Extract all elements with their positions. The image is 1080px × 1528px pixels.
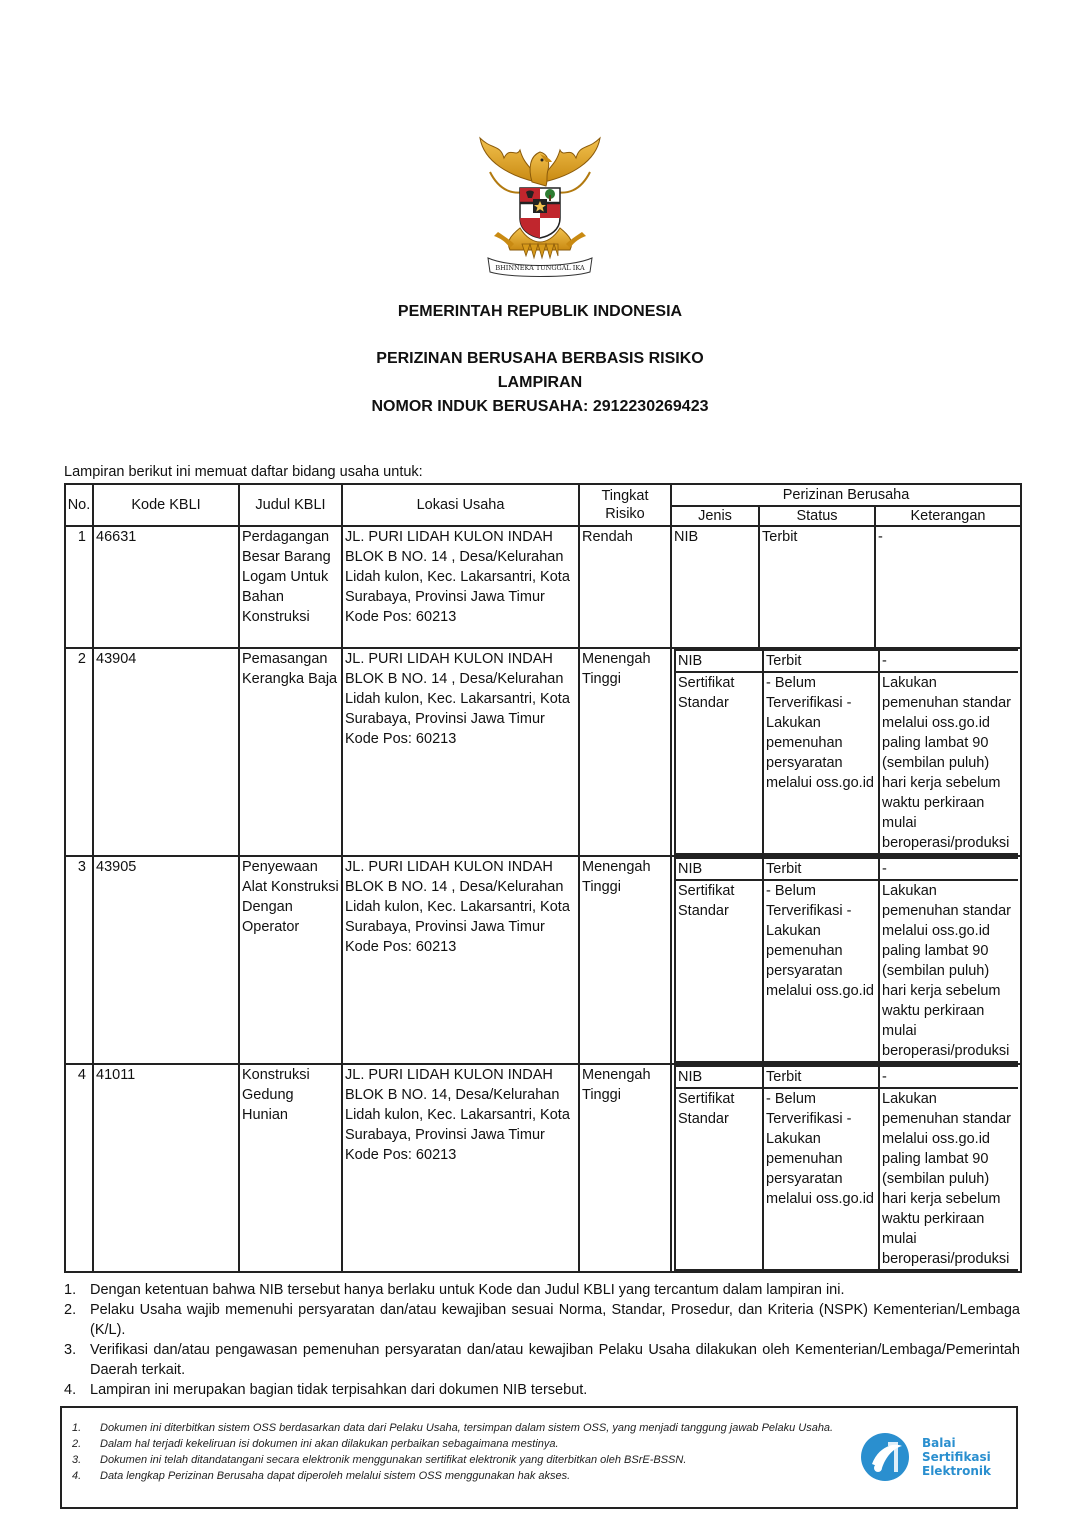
row-status: Terbit	[763, 858, 879, 880]
table-row	[65, 648, 1021, 856]
perizinan-cell	[671, 856, 1021, 1064]
header-keterangan: Keterangan	[875, 506, 1021, 526]
svg-text:BHINNEKA TUNGGAL IKA: BHINNEKA TUNGGAL IKA	[495, 264, 585, 272]
row-no: 2	[65, 648, 93, 856]
notes-list	[64, 1280, 1020, 1400]
note-item	[64, 1340, 1020, 1380]
note-text: Verifikasi dan/atau pengawasan pemenuhan persyaratan dan/atau kewajiban Pelaku Usaha dilakukan oleh Kementerian/Lembaga/Pemerintah Daerah terkait.	[90, 1342, 1020, 1378]
row-status-sertifikat: - Belum Terverifikasi - Lakukan pemenuhan persyaratan melalui oss.go.id	[763, 880, 879, 1062]
note-number: 1.	[64, 1282, 77, 1298]
footer-item	[72, 1436, 862, 1452]
note-item	[64, 1380, 1020, 1400]
row-risiko: Menengah Tinggi	[579, 648, 671, 856]
row-judul-kbli: Pemasangan Kerangka Baja	[239, 648, 342, 856]
row-jenis: NIB	[675, 650, 763, 672]
footer-item	[72, 1420, 862, 1436]
perizinan-subtable	[674, 1065, 1018, 1271]
footer-number: 3.	[72, 1454, 82, 1466]
header-kode-kbli: Kode KBLI	[93, 484, 239, 526]
intro-text: Lampiran berikut ini memuat daftar bidang usaha untuk:	[64, 464, 423, 480]
footer-number: 2.	[72, 1438, 82, 1450]
note-item	[64, 1280, 1020, 1300]
perizinan-subtable	[674, 649, 1018, 855]
nib-number: NOMOR INDUK BERUSAHA: 2912230269423	[371, 398, 709, 415]
footer-disclaimer-box	[60, 1406, 1018, 1509]
footer-item	[72, 1468, 862, 1484]
bsre-logo	[858, 1428, 998, 1488]
bsre-line2: Sertifikasi	[922, 1450, 991, 1464]
row-status: Terbit	[759, 526, 875, 648]
header-no: No.	[65, 484, 93, 526]
row-judul-kbli: Perdagangan Besar Barang Logam Untuk Bahan Konstruksi	[239, 526, 342, 648]
bsre-line3: Elektronik	[922, 1464, 991, 1478]
table-row	[65, 1064, 1021, 1272]
document-title: PERIZINAN BERUSAHA BERBASIS RISIKO	[376, 350, 704, 367]
garuda-emblem-icon	[470, 132, 610, 278]
row-no: 4	[65, 1064, 93, 1272]
footer-text: Dalam hal terjadi kekeliruan isi dokumen ini akan dilakukan perbaikan sebagaimana mestinya.	[100, 1438, 559, 1450]
footer-text: Dokumen ini diterbitkan sistem OSS berdasarkan data dari Pelaku Usaha, tersimpan dalam sistem OSS, yang menjadi tanggung jawab Pelaku Usaha.	[100, 1422, 834, 1434]
header-lokasi-usaha: Lokasi Usaha	[342, 484, 579, 526]
header-jenis: Jenis	[671, 506, 759, 526]
row-kode-kbli: 43905	[93, 856, 239, 1064]
header-tingkat-risiko: Tingkat Risiko	[579, 484, 671, 526]
row-no: 3	[65, 856, 93, 1064]
row-keterangan: -	[879, 1066, 1018, 1088]
document-subtitle: LAMPIRAN	[497, 374, 583, 391]
note-item	[64, 1300, 1020, 1340]
row-risiko: Rendah	[579, 526, 671, 648]
row-lokasi: JL. PURI LIDAH KULON INDAH BLOK B NO. 14 , Desa/Kelurahan Lidah kulon, Kec. Lakarsantri, Kota Surabaya, Provinsi Jawa Timur Kode Pos: 60213	[342, 856, 579, 1064]
row-kode-kbli: 43904	[93, 648, 239, 856]
note-number: 2.	[64, 1302, 77, 1318]
row-kode-kbli: 46631	[93, 526, 239, 648]
row-kode-kbli: 41011	[93, 1064, 239, 1272]
note-text: Pelaku Usaha wajib memenuhi persyaratan dan/atau kewajiban sesuai Norma, Standar, Prosedur, dan Kriteria (NSPK) Kementerian/Lembaga (K/L).	[90, 1302, 1020, 1338]
footer-item	[72, 1452, 862, 1468]
row-jenis: NIB	[675, 1066, 763, 1088]
footer-text: Data lengkap Perizinan Berusaha dapat diperoleh melalui sistem OSS menggunakan hak akses.	[100, 1470, 571, 1482]
header-judul-kbli: Judul KBLI	[239, 484, 342, 526]
row-keterangan: -	[879, 650, 1018, 672]
row-keterangan-sertifikat: Lakukan pemenuhan standar melalui oss.go.id paling lambat 90 (sembilan puluh) hari kerja sebelum waktu perkiraan mulai beroperasi/produksi	[879, 880, 1018, 1062]
row-status: Terbit	[763, 650, 879, 672]
business-fields-table	[64, 483, 1022, 1273]
bsre-emblem-icon	[858, 1428, 916, 1486]
note-text: Lampiran ini merupakan bagian tidak terpisahkan dari dokumen NIB tersebut.	[90, 1382, 588, 1398]
row-keterangan-sertifikat: Lakukan pemenuhan standar melalui oss.go.id paling lambat 90 (sembilan puluh) hari kerja sebelum waktu perkiraan mulai beroperasi/produksi	[879, 672, 1018, 854]
footer-number: 1.	[72, 1422, 82, 1434]
row-jenis-sertifikat: Sertifikat Standar	[675, 880, 763, 1062]
header-status: Status	[759, 506, 875, 526]
perizinan-subtable	[674, 857, 1018, 1063]
footer-list	[72, 1420, 862, 1484]
row-risiko: Menengah Tinggi	[579, 1064, 671, 1272]
note-number: 4.	[64, 1382, 77, 1398]
row-keterangan: -	[875, 526, 1021, 648]
footer-number: 4.	[72, 1470, 82, 1482]
row-jenis-sertifikat: Sertifikat Standar	[675, 672, 763, 854]
footer-text: Dokumen ini telah ditandatangani secara elektronik menggunakan sertifikat elektronik yang diterbitkan oleh BSrE-BSSN.	[100, 1454, 687, 1466]
row-no: 1	[65, 526, 93, 648]
perizinan-cell	[671, 648, 1021, 856]
row-jenis: NIB	[675, 858, 763, 880]
row-judul-kbli: Konstruksi Gedung Hunian	[239, 1064, 342, 1272]
bsre-line1: Balai	[922, 1436, 956, 1450]
row-lokasi: JL. PURI LIDAH KULON INDAH BLOK B NO. 14, Desa/Kelurahan Lidah kulon, Kec. Lakarsantri, Kota Surabaya, Provinsi Jawa Timur Kode Pos: 60213	[342, 1064, 579, 1272]
row-lokasi: JL. PURI LIDAH KULON INDAH BLOK B NO. 14 , Desa/Kelurahan Lidah kulon, Kec. Lakarsantri, Kota Surabaya, Provinsi Jawa Timur Kode Pos: 60213	[342, 648, 579, 856]
note-number: 3.	[64, 1342, 77, 1358]
row-lokasi: JL. PURI LIDAH KULON INDAH BLOK B NO. 14 , Desa/Kelurahan Lidah kulon, Kec. Lakarsantri, Kota Surabaya, Provinsi Jawa Timur Kode Pos: 60213	[342, 526, 579, 648]
table-row	[65, 856, 1021, 1064]
bsre-logo-text	[922, 1436, 991, 1478]
header-perizinan-berusaha: Perizinan Berusaha	[671, 484, 1021, 506]
row-risiko: Menengah Tinggi	[579, 856, 671, 1064]
row-status-sertifikat: - Belum Terverifikasi - Lakukan pemenuhan persyaratan melalui oss.go.id	[763, 672, 879, 854]
row-keterangan-sertifikat: Lakukan pemenuhan standar melalui oss.go.id paling lambat 90 (sembilan puluh) hari kerja sebelum waktu perkiraan mulai beroperasi/produksi	[879, 1088, 1018, 1270]
perizinan-cell	[671, 1064, 1021, 1272]
table-row	[65, 526, 1021, 648]
row-status-sertifikat: - Belum Terverifikasi - Lakukan pemenuhan persyaratan melalui oss.go.id	[763, 1088, 879, 1270]
row-judul-kbli: Penyewaan Alat Konstruksi Dengan Operator	[239, 856, 342, 1064]
row-jenis-sertifikat: Sertifikat Standar	[675, 1088, 763, 1270]
row-keterangan: -	[879, 858, 1018, 880]
row-jenis: NIB	[671, 526, 759, 648]
note-text: Dengan ketentuan bahwa NIB tersebut hanya berlaku untuk Kode dan Judul KBLI yang tercantum dalam lampiran ini.	[90, 1282, 845, 1298]
government-title: PEMERINTAH REPUBLIK INDONESIA	[397, 303, 683, 320]
row-status: Terbit	[763, 1066, 879, 1088]
